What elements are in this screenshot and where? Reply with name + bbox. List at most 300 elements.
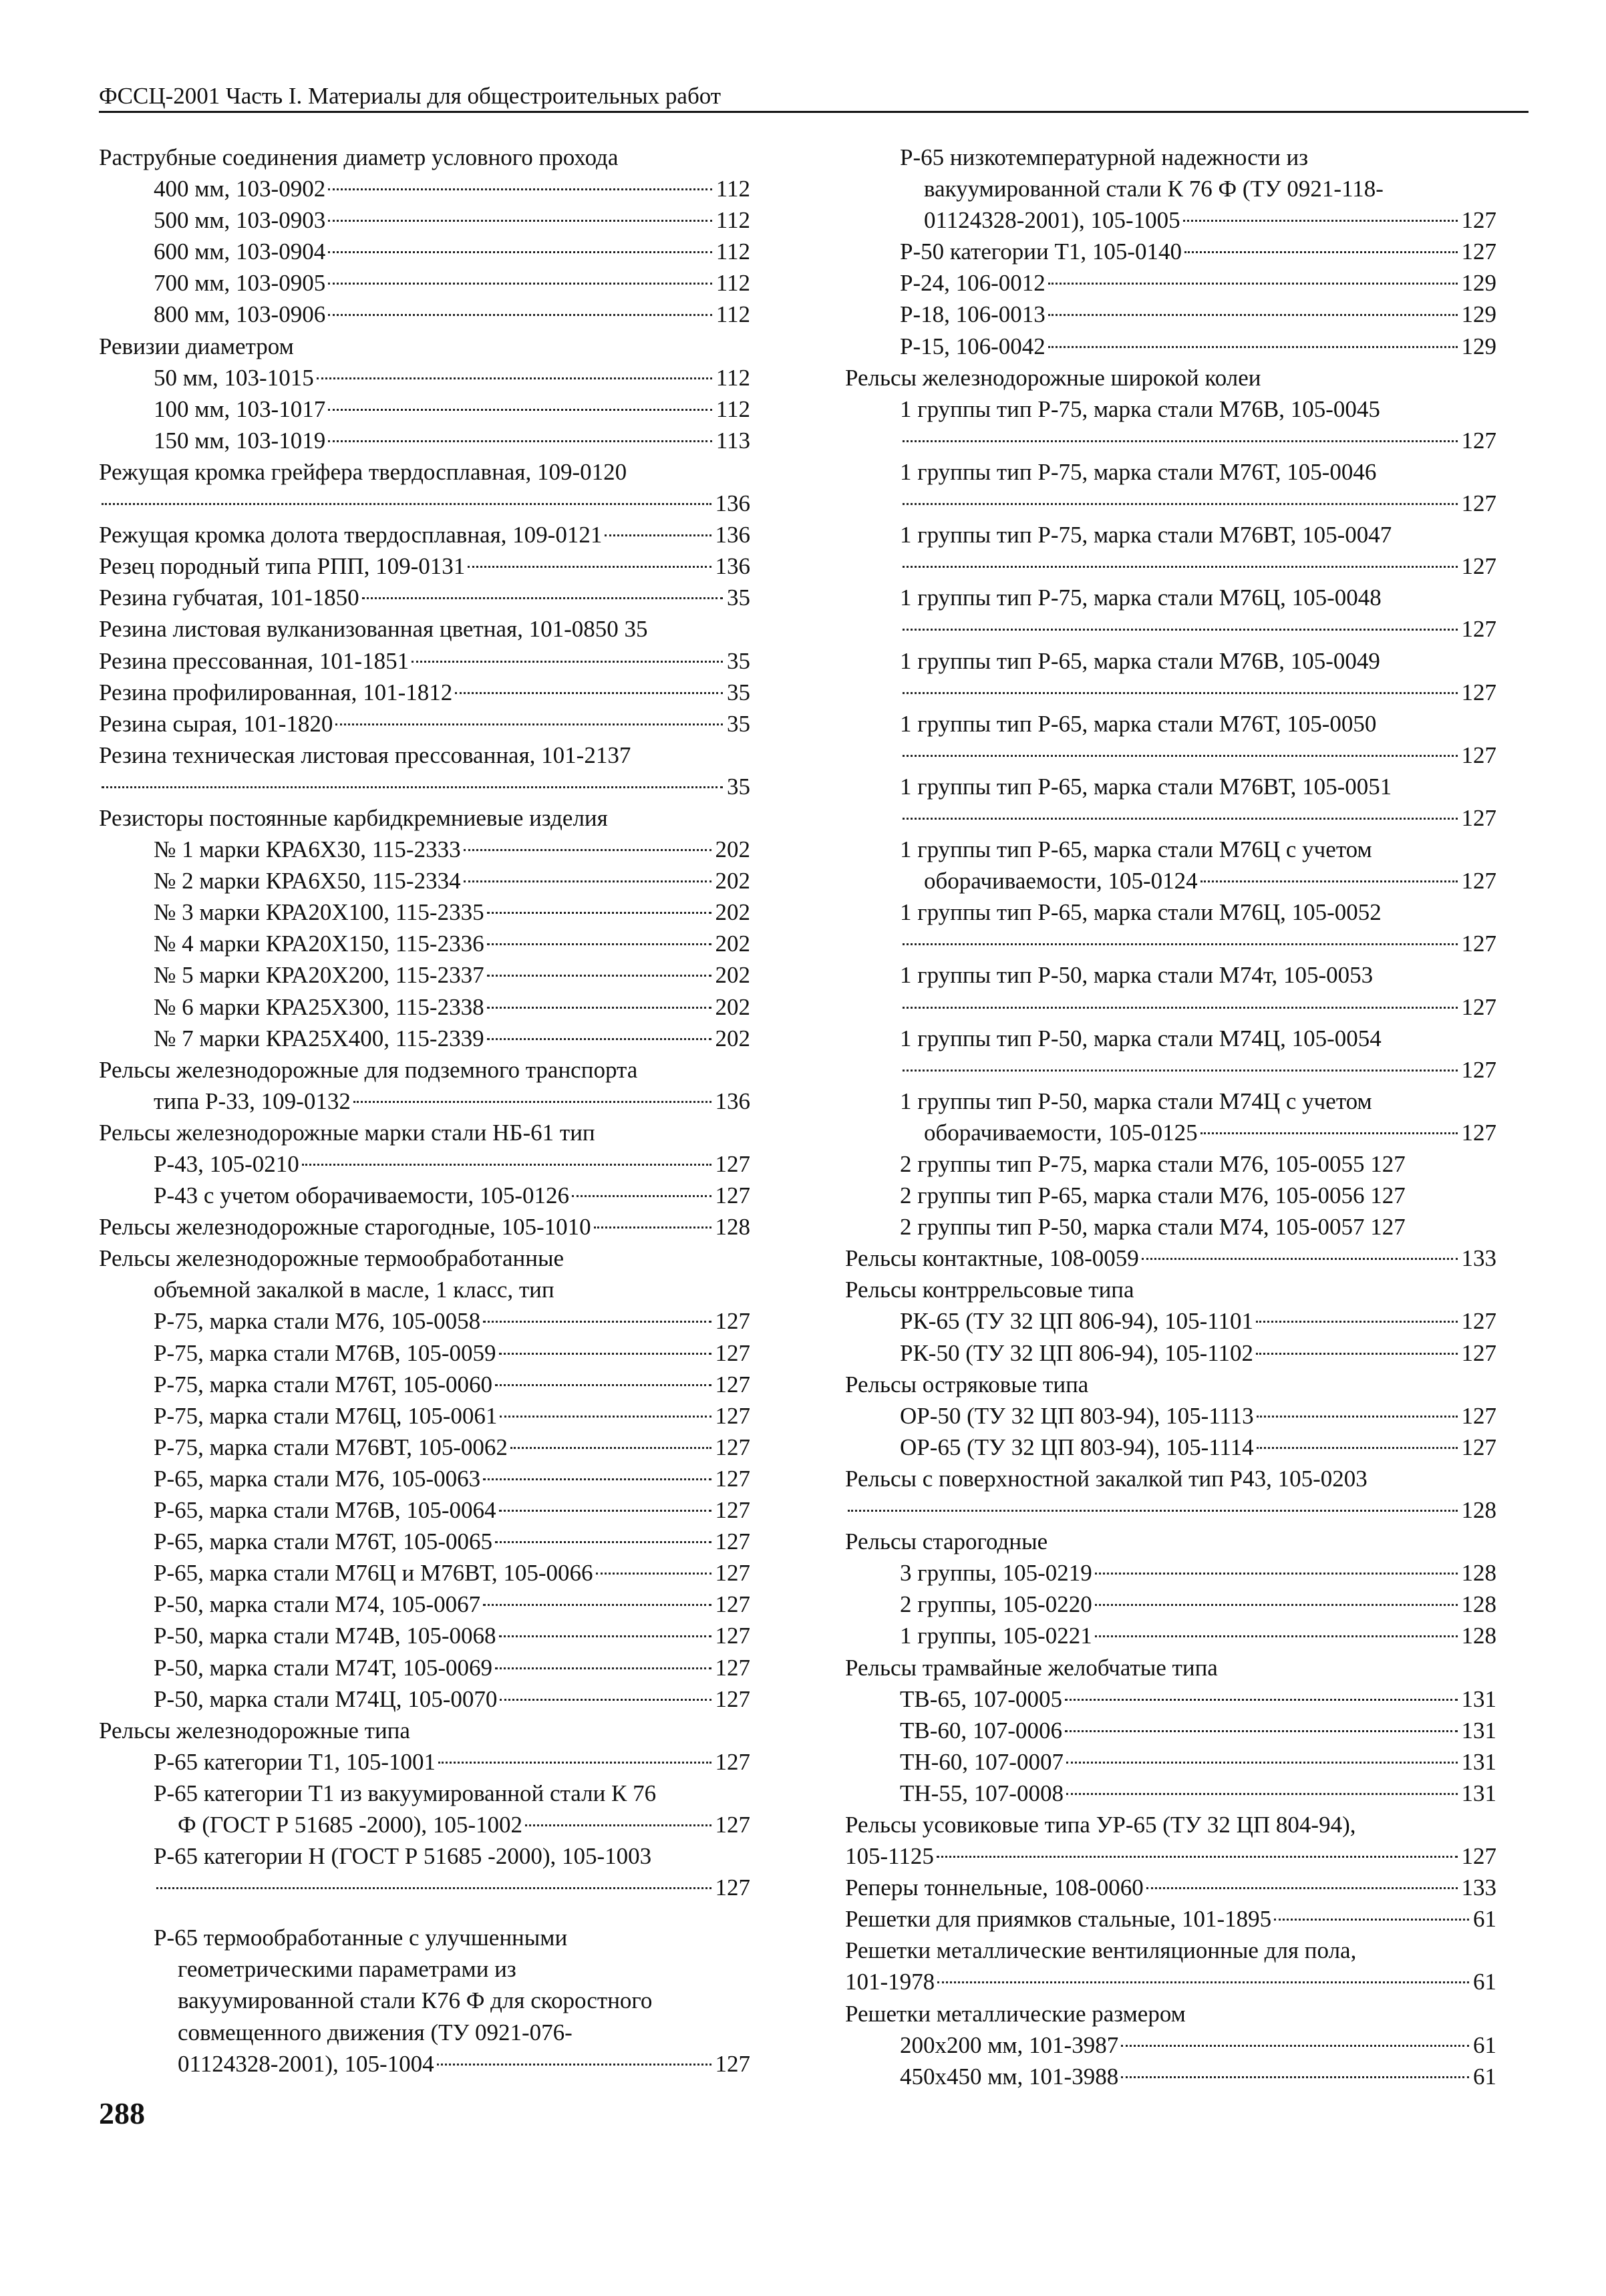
index-entry [99,1369,750,1400]
index-entry [845,865,1496,896]
entry-page: 127 [1461,804,1496,831]
dot-leader [903,818,1458,820]
entry-text: 450х450 мм, 101-3988 [900,2063,1119,2090]
dot-leader [1048,283,1458,285]
entry-text: Резина профилированная, 101-1812 [99,679,453,705]
index-entry [99,1305,750,1337]
index-entry [99,1778,750,1809]
dot-leader [102,503,711,505]
index-entry [845,2061,1496,2092]
dot-leader [328,314,712,316]
dot-leader [1256,1321,1458,1323]
index-entry [99,1985,750,2016]
index-column-left [99,142,750,2080]
index-entry [99,1117,750,1148]
entry-text: ТН-55, 107-0008 [900,1780,1064,1806]
entry-page: 127 [715,1528,750,1555]
index-entry [845,802,1496,834]
index-entry [99,1715,750,1746]
entry-page: 136 [715,522,750,548]
entry-page: 127 [715,1151,750,1177]
dot-leader [487,1007,711,1009]
entry-text: 600 мм, 103-0904 [154,238,326,265]
entry-text: ОР-65 (ТУ 32 ЦП 803-94), 105-1114 [900,1434,1254,1460]
dot-leader [328,440,712,442]
dot-leader [487,975,711,977]
entry-text: 1 группы тип Р-50, марка стали М74Ц с учетом [900,1088,1372,1114]
entry-page: 202 [715,836,750,863]
index-entry [99,331,750,362]
entry-text: Рельсы контактные, 108-0059 [845,1245,1139,1272]
dot-leader [328,188,712,190]
dot-leader [1048,346,1458,348]
index-entry [845,1054,1496,1086]
index-entry [99,991,750,1023]
dot-leader [903,943,1458,945]
index-entry [99,1494,750,1526]
index-entry [99,613,750,645]
entry-text: 1 группы, 105-0221 [900,1623,1092,1649]
entry-text: Раструбные соединения диаметр условного прохода [99,144,619,170]
entry-page: 127 [1461,1402,1496,1429]
index-entry [845,1620,1496,1651]
entry-page: 202 [715,962,750,989]
index-entry [99,142,750,173]
entry-text: Р-65, марка стали М76, 105-0063 [154,1465,481,1492]
entry-text: 200х200 мм, 101-3987 [900,2031,1119,2058]
index-entry [845,1432,1496,1463]
entry-text: 105-1125 [845,1843,934,1870]
entry-text: № 2 марки КРА6Х50, 115-2334 [154,868,461,894]
entry-text: 1 группы тип Р-50, марка стали М74Ц, 105-0054 [900,1025,1382,1051]
dot-leader [1065,1699,1457,1701]
entry-page: 35 [727,773,750,800]
entry-text: вакуумированной стали К76 Ф для скоростного [178,1987,653,2014]
dot-leader [1200,1132,1458,1134]
entry-page: 127 [1461,616,1496,643]
entry-page: 128 [715,1214,750,1241]
entry-page: 136 [715,553,750,580]
dot-leader [1095,1573,1458,1575]
entry-text: оборачиваемости, 105-0125 [924,1119,1198,1146]
entry-page: 127 [715,1371,750,1398]
index-entry [845,1966,1496,1997]
index-entry [845,456,1496,488]
index-entry [99,865,750,896]
dot-leader [1121,2076,1469,2078]
entry-page: 128 [1461,1591,1496,1618]
entry-text: 1 группы тип Р-65, марка стали М76Ц, 105-0052 [900,899,1382,926]
entry-page: 202 [715,1025,750,1051]
index-entry [845,1935,1496,1966]
index-entry [99,1180,750,1211]
entry-page: 112 [715,395,750,422]
index-entry [845,550,1496,582]
entry-page: 127 [715,1434,750,1460]
dot-leader [1142,1258,1458,1260]
dot-leader [1065,1730,1457,1732]
entry-page: 202 [715,868,750,894]
entry-page: 127 [1461,207,1496,234]
dot-leader [499,1353,711,1355]
entry-text: Р-65, марка стали М76Ц и М76ВТ, 105-0066 [154,1560,593,1587]
index-entry [99,1086,750,1117]
index-entry [99,1557,750,1589]
index-entry [99,896,750,928]
entry-text: № 4 марки КРА20Х150, 115-2336 [154,931,484,957]
index-entry [99,771,750,802]
dot-leader [302,1164,711,1166]
index-entry [99,708,750,740]
index-entry [845,362,1496,393]
dot-leader [1066,1762,1458,1764]
entry-page: 112 [715,364,750,391]
entry-page: 129 [1461,301,1496,328]
entry-page: 131 [1461,1717,1496,1744]
index-entry [845,267,1496,299]
entry-text: геометрическими параметрами из [178,1956,516,1983]
index-entry [845,740,1496,771]
dot-leader [500,1699,711,1701]
entry-text: Р-65, марка стали М76Т, 105-0065 [154,1528,493,1555]
index-entry [99,1243,750,1274]
index-entry [845,834,1496,865]
dot-leader [362,597,723,599]
entry-page: 61 [1473,2063,1496,2090]
entry-page: 127 [1461,238,1496,265]
index-entry [99,519,750,550]
dot-leader [525,1824,711,1826]
entry-text: совмещенного движения (ТУ 0921-076- [178,2019,573,2045]
entry-page: 131 [1461,1780,1496,1806]
index-entry [845,677,1496,708]
entry-text: Р-65 категории Т1, 105-1001 [154,1748,436,1775]
entry-text: Решетки металлические вентиляционные для пола, [845,1937,1357,1964]
entry-page: 128 [1461,1560,1496,1587]
index-entry [99,1589,750,1620]
entry-text: 50 мм, 103-1015 [154,364,314,391]
index-entry [845,519,1496,550]
entry-page: 127 [1461,993,1496,1020]
index-entry [845,1305,1496,1337]
entry-page: 127 [1461,679,1496,705]
entry-text: Рельсы железнодорожные для подземного транспорта [99,1056,638,1083]
entry-page: 133 [1461,1245,1496,1272]
index-entry [99,1526,750,1557]
index-entry [99,1953,750,1985]
index-entry [99,362,750,393]
entry-page: 202 [715,993,750,1020]
entry-page: 127 [715,1654,750,1681]
dot-leader [1095,1635,1458,1637]
entry-text: объемной закалкой в масле, 1 класс, тип [154,1277,554,1303]
entry-text: ТВ-60, 107-0006 [900,1717,1063,1744]
index-entry [845,1117,1496,1148]
dot-leader [572,1195,711,1197]
entry-text: Резина техническая листовая прессованная, 101-2137 [99,742,631,768]
entry-page: 127 [715,1685,750,1712]
running-header: ФССЦ-2001 Часть I. Материалы для общестроительных работ [99,83,1529,113]
entry-page: 127 [715,1497,750,1524]
entry-page: 127 [715,1623,750,1649]
entry-page: 127 [1461,1056,1496,1083]
entry-page: 35 [727,585,750,611]
dot-leader [903,503,1458,505]
entry-text: Резина губчатая, 101-1850 [99,585,359,611]
dot-leader [487,943,711,945]
entry-text: Р-65 категории Н (ГОСТ Р 51685 -2000), 105-1003 [154,1843,652,1870]
dot-leader [1257,1447,1458,1449]
entry-text: 1 группы тип Р-75, марка стали М76Ц, 105-0048 [900,585,1382,611]
entry-text: Ревизии диаметром [99,333,294,359]
entry-page: 127 [715,1182,750,1209]
dot-leader [468,566,711,568]
dot-leader [1256,1353,1458,1355]
index-entry [845,393,1496,425]
dot-leader [455,692,723,694]
entry-text: № 6 марки КРА25Х300, 115-2338 [154,993,484,1020]
entry-text: Р-75, марка стали М76ВТ, 105-0062 [154,1434,508,1460]
index-entry [99,582,750,613]
index-entry [845,1903,1496,1935]
entry-page: 112 [715,176,750,202]
dot-leader [102,786,723,788]
dot-leader [483,1604,711,1606]
entry-page: 127 [1461,427,1496,454]
index-entry [99,1620,750,1651]
entry-text: Резина сырая, 101-1820 [99,710,333,737]
entry-page: 128 [1461,1497,1496,1524]
dot-leader [328,251,712,253]
entry-text: Рельсы железнодорожные старогодные, 105-1010 [99,1214,591,1241]
index-entry [99,2048,750,2080]
index-entry [845,1211,1496,1243]
entry-text: 150 мм, 103-1019 [154,427,326,454]
entry-text: Р-65 низкотемпературной надежности из [900,144,1309,170]
dot-leader [483,1321,711,1323]
index-entry [99,1840,750,1872]
entry-text: Р-65, марка стали М76В, 105-0064 [154,1497,496,1524]
index-entry [99,456,750,488]
dot-leader [903,1007,1458,1009]
dot-leader [500,1416,711,1418]
dot-leader [335,723,723,725]
index-entry [845,142,1496,173]
entry-text: Рельсы железнодорожные марки стали НБ-61 тип [99,1119,595,1146]
entry-text: Р-75, марка стали М76Ц, 105-0061 [154,1402,498,1429]
entry-page: 129 [1461,270,1496,297]
dot-leader [605,534,711,536]
entry-page: 61 [1473,1906,1496,1933]
index-entry [845,1243,1496,1274]
index-entry [845,488,1496,519]
entry-page: 127 [1461,1119,1496,1146]
index-entry [99,1023,750,1054]
entry-text: 100 мм, 103-1017 [154,395,326,422]
index-entry [99,1683,750,1715]
entry-text: Р-65 категории Т1 из вакуумированной стали К 76 [154,1780,657,1806]
entry-text: № 5 марки КРА20Х200, 115-2337 [154,962,484,989]
index-entry [99,1432,750,1463]
entry-text: типа Р-33, 109-0132 [154,1088,351,1114]
dot-leader [353,1101,711,1103]
entry-page: 127 [1461,742,1496,768]
entry-page: 127 [715,1339,750,1366]
index-entry [845,991,1496,1023]
dot-leader [328,283,712,285]
entry-page: 127 [715,1874,750,1901]
dot-leader [1066,1793,1458,1795]
entry-text: Р-50, марка стали М74Т, 105-0069 [154,1654,493,1681]
dot-leader [903,1070,1458,1072]
entry-page: 129 [1461,333,1496,359]
dot-leader [1274,1919,1469,1921]
index-entry [99,1274,750,1305]
entry-page: 127 [715,1465,750,1492]
entry-text: Р-24, 106-0012 [900,270,1046,297]
dot-leader [1095,1604,1458,1606]
entry-text: ТН-60, 107-0007 [900,1748,1064,1775]
entry-page: 127 [1461,931,1496,957]
entry-page: 127 [715,2050,750,2077]
dot-leader [937,1981,1469,1983]
entry-text: 1 группы тип Р-75, марка стали М76В, 105-0045 [900,395,1380,422]
index-entry [99,425,750,456]
entry-text: Режущая кромка грейфера твердосплавная, 109-0120 [99,458,627,485]
index-entry [99,1746,750,1778]
entry-page: 127 [1461,1434,1496,1460]
index-entry [845,1840,1496,1872]
entry-text: 101-1978 [845,1969,935,1995]
entry-text: Р-75, марка стали М76Т, 105-0060 [154,1371,493,1398]
entry-page: 112 [715,207,750,234]
entry-text: Рельсы старогодные [845,1528,1048,1555]
index-entry [845,1715,1496,1746]
index-entry [99,173,750,204]
entry-page: 127 [715,1402,750,1429]
dot-leader [464,880,711,882]
index-entry [845,1337,1496,1369]
spacer [99,1903,750,1922]
index-entry [99,1211,750,1243]
dot-leader [903,566,1458,568]
entry-text: № 7 марки КРА25Х400, 115-2339 [154,1025,484,1051]
entry-text: Рельсы трамвайные желобчатые типа [845,1654,1218,1681]
entry-text: Р-50, марка стали М74В, 105-0068 [154,1623,496,1649]
dot-leader [510,1447,711,1449]
entry-page: 61 [1473,2031,1496,2058]
entry-text: Резисторы постоянные карбидкремниевые изделия [99,804,608,831]
index-entry [99,299,750,330]
entry-text: № 3 марки КРА20Х100, 115-2335 [154,899,484,926]
dot-leader [937,1856,1458,1858]
entry-text: Рельсы железнодорожные термообработанные [99,1245,565,1272]
dot-leader [495,1541,711,1543]
entry-text: 700 мм, 103-0905 [154,270,326,297]
entry-text: ОР-50 (ТУ 32 ЦП 803-94), 105-1113 [900,1402,1254,1429]
entry-page: 127 [1461,1308,1496,1335]
entry-text: 800 мм, 103-0906 [154,301,326,328]
index-entry [99,393,750,425]
entry-text: РК-50 (ТУ 32 ЦП 806-94), 105-1102 [900,1339,1253,1366]
dot-leader [499,1635,711,1637]
index-entry [99,550,750,582]
dot-leader [328,409,712,411]
entry-text: Р-43 с учетом оборачиваемости, 105-0126 [154,1182,570,1209]
index-entry [845,236,1496,267]
entry-text: Р-75, марка стали М76В, 105-0059 [154,1339,496,1366]
entry-page: 112 [715,301,750,328]
dot-leader [903,440,1458,442]
entry-text: 1 группы тип Р-65, марка стали М76ВТ, 105-0051 [900,773,1392,800]
index-entry [845,1683,1496,1715]
entry-text: ТВ-65, 107-0005 [900,1685,1063,1712]
entry-text: РК-65 (ТУ 32 ЦП 806-94), 105-1101 [900,1308,1253,1335]
entry-page: 202 [715,899,750,926]
index-entry [99,740,750,771]
entry-page: 128 [1461,1623,1496,1649]
entry-text: оборачиваемости, 105-0124 [924,868,1198,894]
dot-leader [1200,880,1458,882]
entry-text: Ф (ГОСТ Р 51685 -2000), 105-1002 [178,1811,523,1838]
entry-text: 1 группы тип Р-75, марка стали М76Т, 105-0046 [900,458,1377,485]
index-entry [99,488,750,519]
entry-text: Р-50, марка стали М74, 105-0067 [154,1591,481,1618]
entry-page: 131 [1461,1685,1496,1712]
entry-page: 133 [1461,1874,1496,1901]
index-entry [845,1652,1496,1683]
index-entry [99,204,750,236]
dot-leader [1257,1416,1458,1418]
entry-page: 127 [715,1308,750,1335]
entry-page: 112 [715,270,750,297]
entry-text: Р-75, марка стали М76, 105-0058 [154,1308,481,1335]
entry-text: Рельсы остряковые типа [845,1371,1089,1398]
index-entry [99,236,750,267]
index-entry [845,1778,1496,1809]
entry-text: Р-50 категории Т1, 105-0140 [900,238,1182,265]
index-entry [99,2017,750,2048]
entry-text: Р-65 термообработанные с улучшенными [154,1925,568,1951]
dot-leader [495,1384,711,1386]
index-entry [99,645,750,677]
entry-page: 127 [1461,868,1496,894]
index-entry [845,1526,1496,1557]
entry-text: Резина прессованная, 101-1851 [99,647,410,674]
dot-leader [483,1478,711,1480]
index-entry [845,1746,1496,1778]
entry-text: Рельсы контррельсовые типа [845,1277,1134,1303]
index-entry [845,1086,1496,1117]
entry-text: Резец породный типа РПП, 109-0131 [99,553,466,580]
entry-text: Р-43, 105-0210 [154,1151,299,1177]
entry-page: 136 [715,1088,750,1114]
dot-leader [437,2064,711,2066]
index-entry [99,1337,750,1369]
index-entry [845,708,1496,740]
index-entry [99,677,750,708]
entry-page: 127 [715,1560,750,1587]
index-entry [845,1589,1496,1620]
entry-text: № 1 марки КРА6Х30, 115-2333 [154,836,461,863]
dot-leader [412,661,723,663]
index-entry [845,1809,1496,1840]
dot-leader [903,755,1458,757]
index-entry [845,582,1496,613]
index-entry [845,204,1496,236]
entry-text: 400 мм, 103-0902 [154,176,326,202]
index-entry [99,1463,750,1494]
